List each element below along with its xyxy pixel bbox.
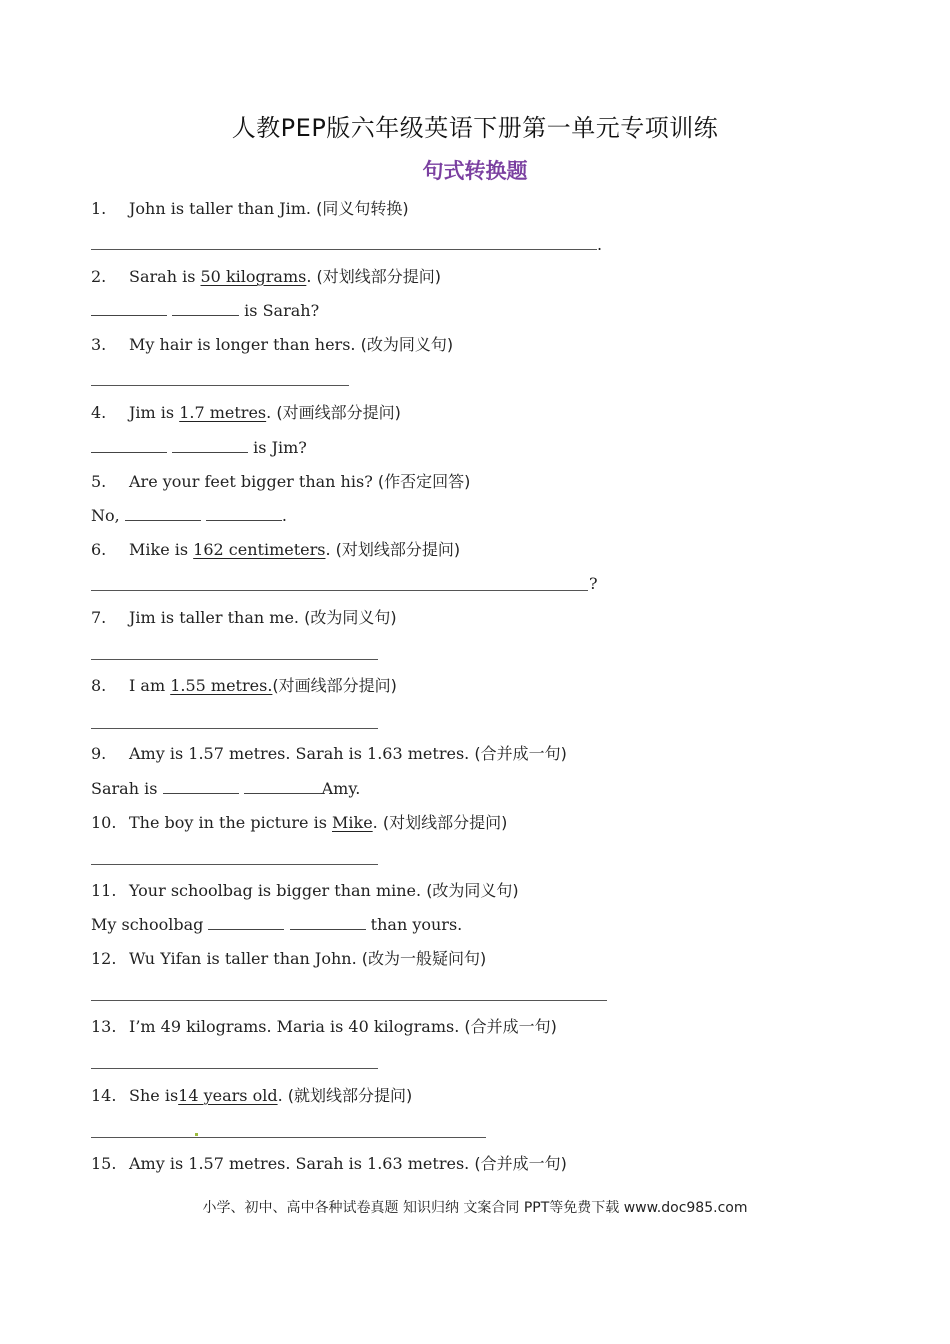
question-4: 4. Jim is 1.7 metres. (对画线部分提问) — [91, 403, 401, 422]
blank-field[interactable] — [91, 438, 167, 453]
answer-line-8[interactable] — [91, 728, 378, 729]
answer-end-1: . — [597, 235, 603, 254]
question-hint: (对划线部分提问) — [382, 813, 508, 832]
question-number: 8. — [91, 676, 107, 695]
blank-field[interactable] — [244, 779, 322, 794]
question-number: 13. — [91, 1017, 117, 1036]
question-hint: (改为同义句) — [360, 335, 454, 354]
question-hint: (对画线部分提问) — [272, 676, 397, 695]
question-9 — [91, 744, 567, 764]
blank-field[interactable] — [172, 438, 248, 453]
footer-text: 小学、初中、高中各种试卷真题 知识归纳 文案合同 PPT等免费下载 www.doc985.com — [202, 1200, 748, 1216]
underlined-part: 162 centimeters — [193, 540, 326, 559]
underlined-part: 1.55 metres. — [170, 676, 273, 695]
question-7 — [91, 608, 397, 628]
question-12 — [91, 949, 486, 969]
question-text: Amy is 1.57 metres. Sarah is 1.63 metres. — [129, 744, 470, 763]
question-number: 9. — [91, 744, 107, 763]
question-number: 7. — [91, 608, 107, 627]
question-text: I’m 49 kilograms. Maria is 40 kilograms. — [129, 1017, 460, 1036]
question-14: 14. She is14 years old. (就划线部分提问) — [91, 1086, 413, 1105]
question-11 — [91, 881, 519, 901]
question-3 — [91, 335, 453, 355]
underlined-part: Mike — [332, 813, 373, 832]
section-subtitle: 句式转换题 — [422, 159, 528, 183]
answer-line-13[interactable] — [91, 1068, 378, 1069]
question-13 — [91, 1017, 557, 1037]
question-2: 2. Sarah is 50 kilograms. (对划线部分提问) — [91, 267, 442, 286]
question-6: 6. Mike is 162 centimeters. (对划线部分提问) — [91, 540, 461, 559]
question-hint: (合并成一句) — [474, 744, 567, 763]
answer-2: is Sarah? — [91, 301, 319, 321]
question-hint: (合并成一句) — [474, 1154, 567, 1173]
question-hint: (就划线部分提问) — [287, 1086, 413, 1105]
answer-9: Sarah is Amy. — [91, 779, 361, 798]
question-hint: (作否定回答) — [377, 472, 471, 491]
answer-11: My schoolbag than yours. — [91, 915, 463, 934]
question-number: 3. — [91, 335, 107, 354]
answer-line-14[interactable] — [91, 1137, 486, 1138]
question-hint: (改为同义句) — [426, 881, 519, 900]
marker-dot — [195, 1133, 198, 1136]
question-text: Are your feet bigger than his? — [129, 472, 373, 491]
question-8: 8. I am 1.55 metres.(对画线部分提问) — [91, 676, 397, 695]
answer-line-7[interactable] — [91, 659, 378, 660]
blank-field[interactable] — [290, 915, 366, 930]
question-number: 6. — [91, 540, 107, 559]
blank-field[interactable] — [172, 301, 239, 316]
blank-field[interactable] — [91, 301, 167, 316]
answer-end-6: ? — [589, 574, 598, 593]
question-text: Amy is 1.57 metres. Sarah is 1.63 metres. — [129, 1154, 470, 1173]
question-10: 10. The boy in the picture is Mike. (对划线部分提问) — [91, 813, 508, 832]
question-text: Wu Yifan is taller than John. — [129, 949, 357, 968]
question-5 — [91, 472, 470, 492]
blank-field[interactable] — [208, 915, 284, 930]
question-1 — [91, 199, 409, 219]
question-hint: (同义句转换) — [316, 199, 409, 218]
answer-line-1[interactable] — [91, 249, 597, 250]
question-text: Your schoolbag is bigger than mine. — [129, 881, 422, 900]
answer-line-6[interactable] — [91, 590, 588, 591]
answer-line-3[interactable] — [91, 385, 349, 386]
question-hint: (改为同义句) — [304, 608, 397, 627]
question-number: 5. — [91, 472, 107, 491]
question-hint: (合并成一句) — [464, 1017, 557, 1036]
underlined-part: 14 years old — [178, 1086, 278, 1105]
question-number: 2. — [91, 267, 107, 286]
question-hint: (改为一般疑问句) — [361, 949, 487, 968]
question-text: My hair is longer than hers. — [129, 335, 356, 354]
blank-field[interactable] — [163, 779, 239, 794]
answer-5: No, . — [91, 506, 287, 525]
question-number: 10. — [91, 813, 117, 832]
question-number: 11. — [91, 881, 117, 900]
question-number: 12. — [91, 949, 117, 968]
page-title: 人教PEP版六年级英语下册第一单元专项训练 — [231, 114, 719, 142]
question-text: Jim is taller than me. — [129, 608, 299, 627]
question-15 — [91, 1154, 567, 1174]
question-hint: (对画线部分提问) — [276, 403, 401, 422]
answer-line-10[interactable] — [91, 864, 378, 865]
question-text: John is taller than Jim. — [129, 199, 312, 218]
blank-field[interactable] — [206, 506, 282, 521]
answer-line-12[interactable] — [91, 1000, 607, 1001]
underlined-part: 1.7 metres — [179, 403, 267, 422]
blank-field[interactable] — [125, 506, 201, 521]
question-number: 1. — [91, 199, 107, 218]
question-number: 4. — [91, 403, 107, 422]
answer-4: is Jim? — [91, 438, 307, 458]
question-number: 15. — [91, 1154, 117, 1173]
underlined-part: 50 kilograms — [200, 267, 307, 286]
question-hint: (对划线部分提问) — [316, 267, 442, 286]
question-number: 14. — [91, 1086, 117, 1105]
question-hint: (对划线部分提问) — [335, 540, 461, 559]
